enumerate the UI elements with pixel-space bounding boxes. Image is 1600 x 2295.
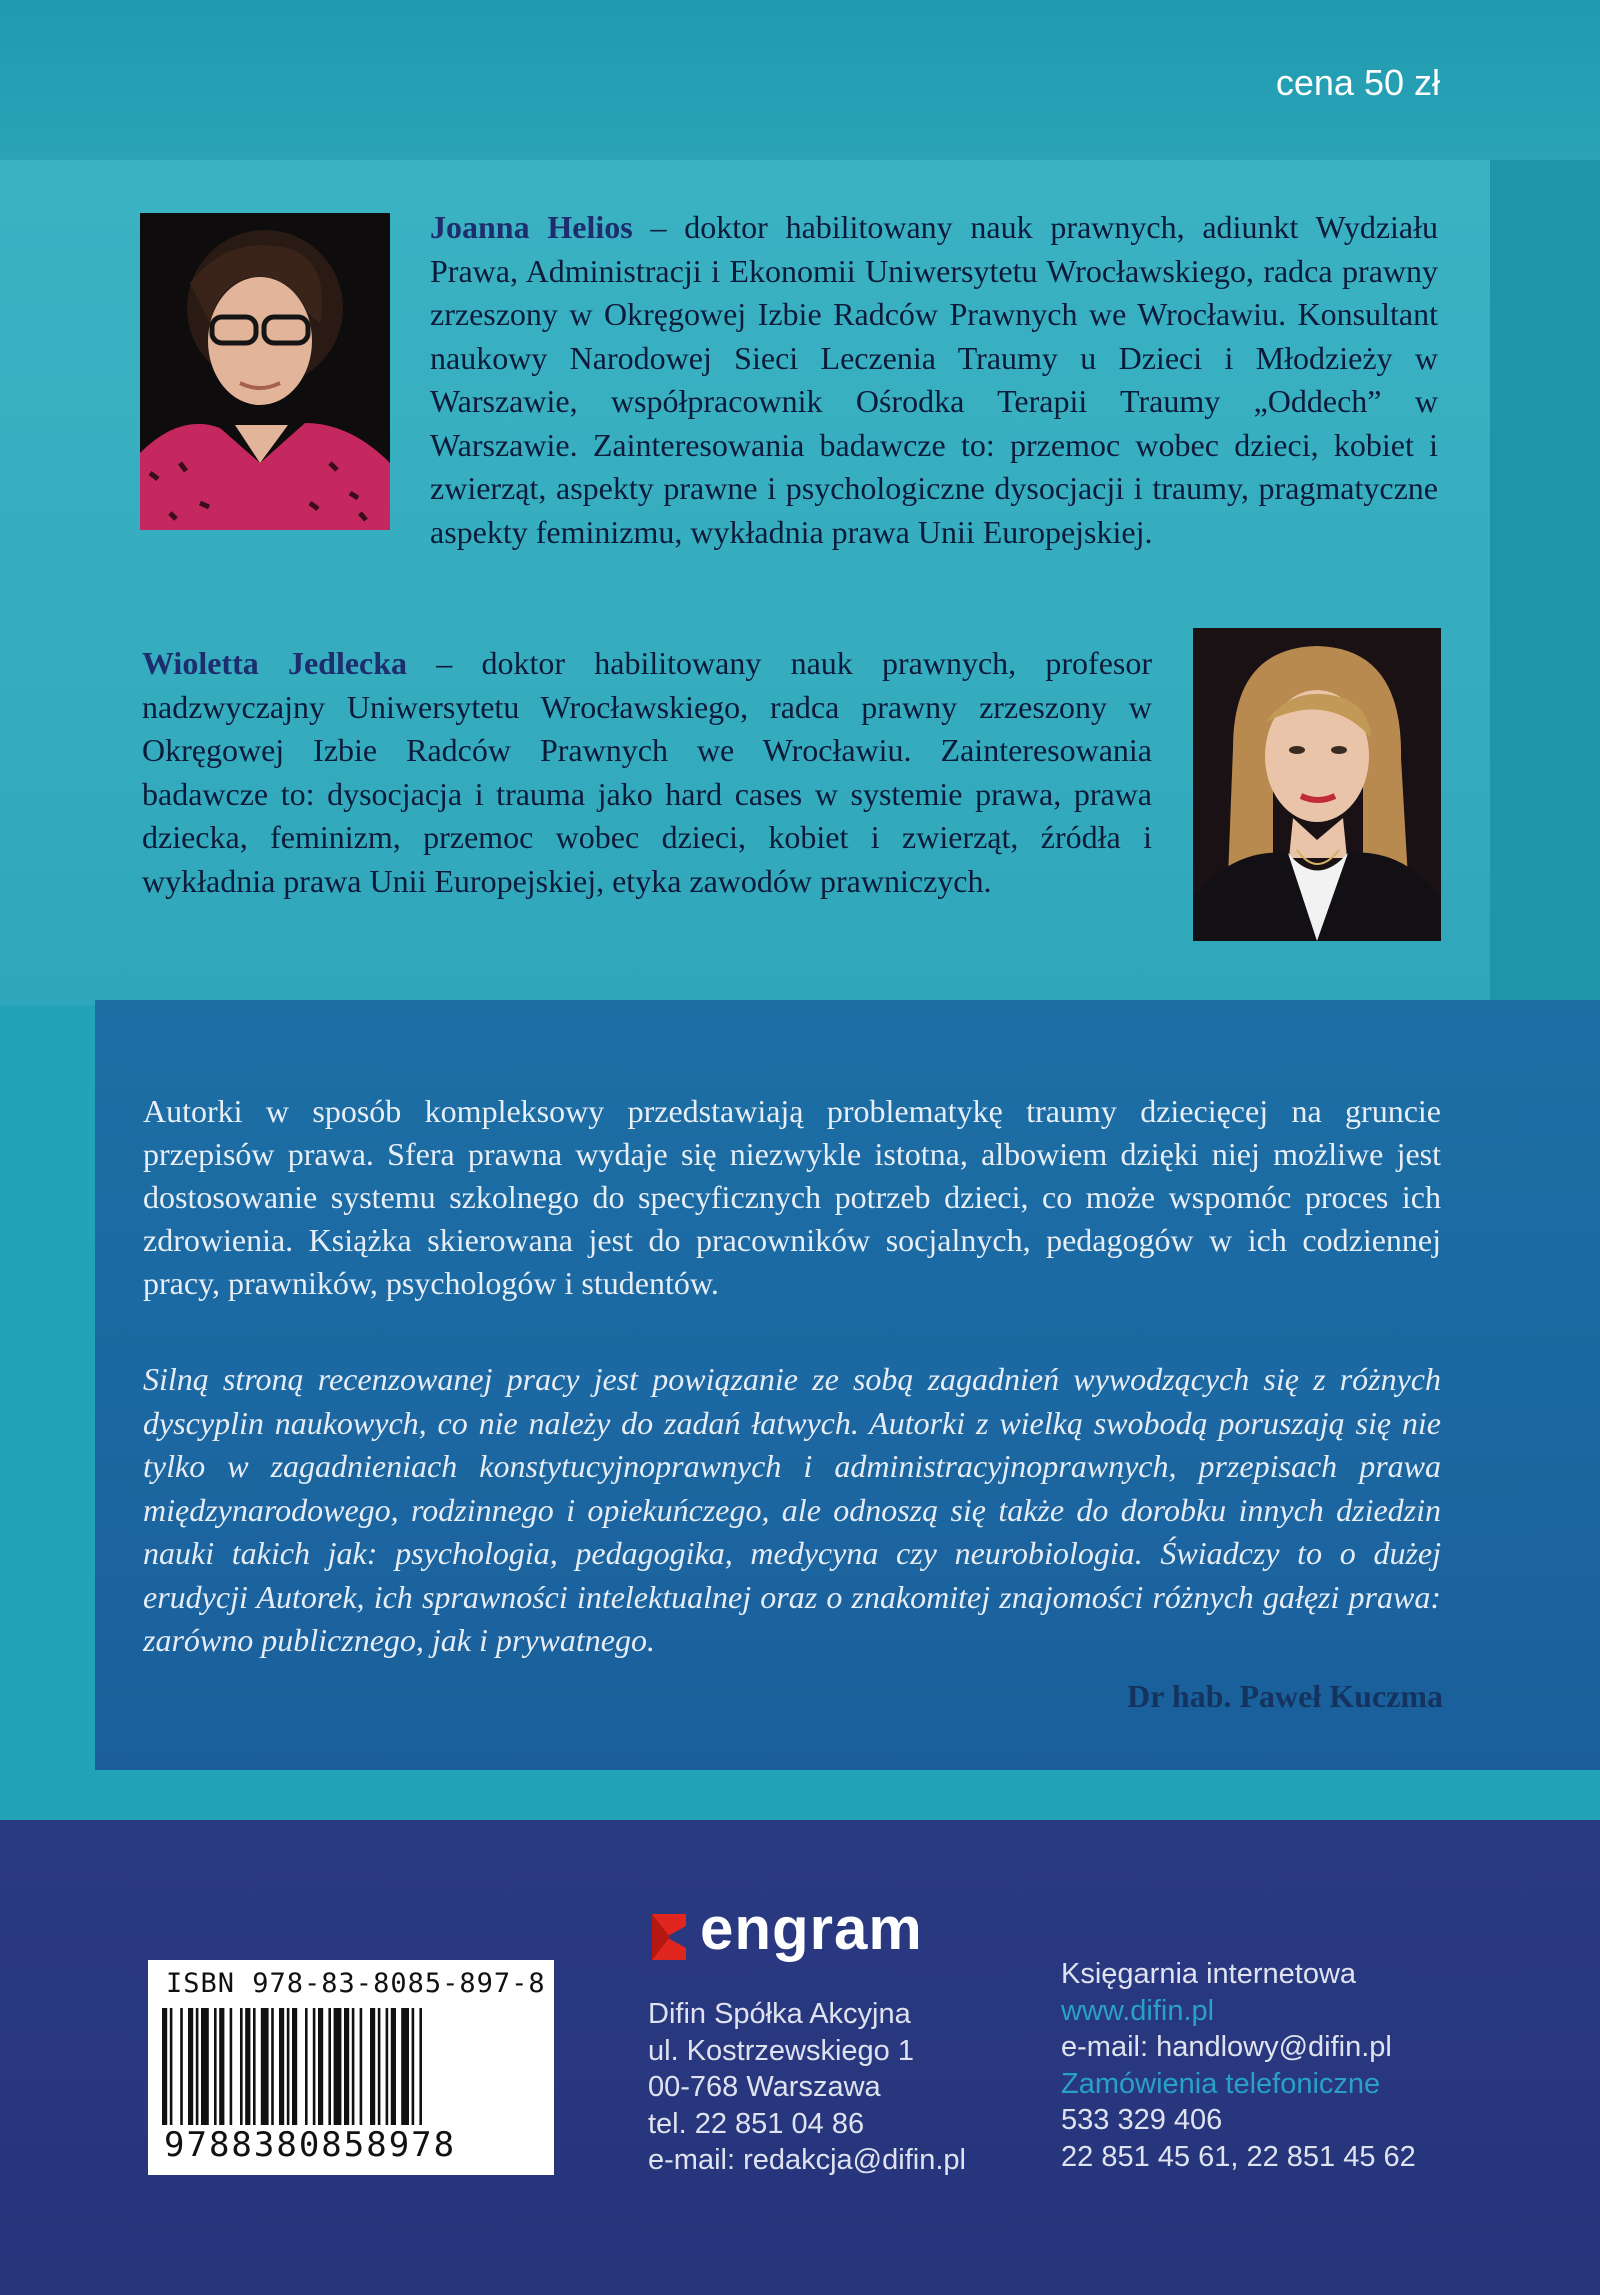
barcode-bar <box>360 2008 363 2128</box>
author-bio-wioletta-jedlecka <box>142 642 1152 903</box>
barcode-bar <box>378 2008 381 2128</box>
barcode-bar <box>292 2008 297 2128</box>
shop-phone-2: 22 851 45 61, 22 851 45 62 <box>1061 2140 1416 2173</box>
author-name: Joanna Helios <box>430 209 633 245</box>
author-photo-wioletta-jedlecka <box>1193 628 1441 941</box>
barcode-bar <box>287 2008 290 2128</box>
barcode-bar <box>196 2008 199 2128</box>
barcode-bar <box>214 2008 217 2128</box>
barcode-bar <box>328 2008 331 2128</box>
barcode-bar <box>271 2008 274 2128</box>
barcode-digits: 9788380858978 <box>164 2125 457 2165</box>
isbn-barcode <box>148 1960 554 2175</box>
reviewer-name: Dr hab. Paweł Kuczma <box>1127 1678 1443 1714</box>
publisher-city: 00-768 Warszawa <box>648 2071 881 2103</box>
barcode-bar <box>412 2008 415 2128</box>
barcode-bar <box>245 2008 250 2128</box>
review-quote: Silną stroną recenzowanej pracy jest powiązanie ze sobą zagadnień wywodzących się z różnych dyscyplin naukowych, co nie należy do zadań łatwych. Autorki z wielką swobodą poruszają się nie tylko w zagadnieniach konstytucyjnoprawnych i administracyjnoprawnych, przepisach prawa międzynarodowego, rodzinnego i opiekuńczego, ale odnoszą się także do dorobku innych dziedzin nauki takich jak: psychologia, pedagogika, medycyna czy neurobiologia. Świadczy to o dużej erudycji Autorek, ich sprawności intelektualnej oraz o znakomitej znajomości różnych gałęzi prawa: zarówno publicznego, jak i prywatnego. <box>143 1361 1441 1658</box>
publisher-name: Difin Spółka Akcyjna <box>648 1998 911 2030</box>
publisher-phone: tel. 22 851 04 86 <box>648 2107 865 2140</box>
barcode-bar <box>240 2008 243 2128</box>
barcode-bar <box>344 2008 349 2128</box>
barcode-bar <box>253 2008 256 2128</box>
author-bio-text: – doktor habilitowany nauk prawnych, adiunkt Wydziału Prawa, Administracji i Ekonomii Uniwersytetu Wrocławskiego, radca prawny zrzeszony w Okręgowej Izbie Radców Prawnych we Wrocławiu. Konsultant naukowy Narodowej Sieci Leczenia Traumy u Dzieci i Młodzieży w Warszawie, współpracownik Ośrodka Terapii Traumy „Oddech” w Warszawie. Zainteresowania badawcze to: przemoc wobec dzieci, kobiet i zwierząt, aspekty prawne i psychologiczne dysocjacji i traumy, pragmatyczne aspekty feminizmu, wykładnia prawa Unii Europejskiej. <box>430 209 1439 550</box>
price-label: cena 50 zł <box>1275 62 1440 103</box>
publisher-email: e-mail: redakcja@difin.pl <box>648 2144 966 2176</box>
barcode-bars <box>158 2008 544 2128</box>
phone-orders-label: Zamówienia telefoniczne <box>1061 2067 1381 2100</box>
barcode-bar <box>334 2008 342 2128</box>
barcode-bar <box>279 2008 284 2128</box>
barcode-bar <box>318 2008 323 2128</box>
isbn-number: ISBN 978-83-8085-897-8 <box>166 1968 546 1999</box>
barcode-bar <box>230 2008 233 2128</box>
barcode-bar <box>370 2008 375 2128</box>
barcode-bar <box>419 2008 422 2128</box>
author-photo-joanna-helios <box>140 213 390 530</box>
barcode-bar <box>180 2008 183 2128</box>
shop-title: Księgarnia internetowa <box>1061 1958 1357 1990</box>
engram-logo-icon <box>648 1914 690 1960</box>
barcode-bar <box>391 2008 396 2128</box>
author-bio-joanna-helios <box>430 206 1438 554</box>
publisher-address <box>648 1996 966 2179</box>
author-name: Wioletta Jedlecka <box>142 645 408 681</box>
barcode-bar <box>386 2008 389 2128</box>
barcode-bar <box>352 2008 355 2128</box>
online-shop-info <box>1061 1956 1416 2175</box>
engram-logo-text: engram <box>700 1895 923 1962</box>
barcode-bar <box>170 2008 173 2128</box>
barcode-bar <box>261 2008 269 2128</box>
book-description: Autorki w sposób kompleksowy przedstawiają problematykę traumy dziecięcej na gruncie przepisów prawa. Sfera prawna wydaje się niezwykle istotna, albowiem dzięki niej możliwe jest dostosowanie systemu szkolnego do specyficznych potrzeb dzieci, co może wspomóc proces ich zdrowienia. Książka skierowana jest do pracowników socjalnych, pedagogów w ich codziennej pracy, prawników, psychologów i studentów. <box>143 1093 1441 1301</box>
barcode-bar <box>313 2008 316 2128</box>
shop-email: e-mail: handlowy@difin.pl <box>1061 2031 1392 2063</box>
barcode-bar <box>201 2008 209 2128</box>
shop-website-link[interactable]: www.difin.pl <box>1061 1994 1215 2027</box>
barcode-bar <box>401 2008 409 2128</box>
barcode-bar <box>219 2008 224 2128</box>
author-bio-text: – doktor habilitowany nauk prawnych, profesor nadzwyczajny Uniwersytetu Wrocławskiego, radca prawny zrzeszony w Okręgowej Izbie Radców Prawnych we Wrocławiu. Zainteresowania badawcze to: dysocjacja i trauma jako hard cases w systemie prawa, prawa dziecka, feminizm, przemoc wobec dzieci, kobiet i zwierząt, źródła i wykładnia prawa Unii Europejskiej, etyka zawodów prawniczych. <box>142 645 1153 899</box>
barcode-bar <box>305 2008 308 2128</box>
shop-phone-1: 533 329 406 <box>1061 2104 1223 2136</box>
barcode-bar <box>162 2008 167 2128</box>
barcode-bar <box>188 2008 193 2128</box>
publisher-street: ul. Kostrzewskiego 1 <box>648 2034 914 2067</box>
